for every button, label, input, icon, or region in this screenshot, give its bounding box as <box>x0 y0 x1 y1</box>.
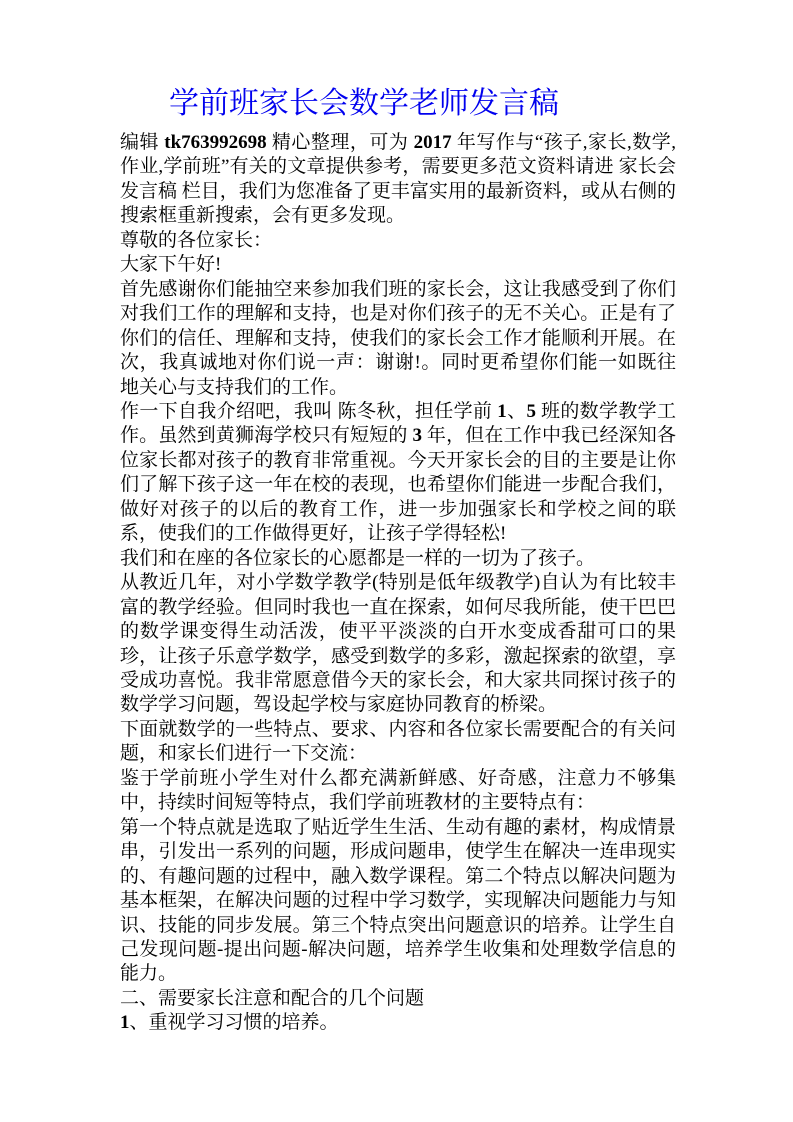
paragraph <box>120 987 676 1011</box>
page-title: 学前班家长会数学老师发言稿 <box>169 87 559 120</box>
bold-text-run: 5 <box>526 400 536 422</box>
text-run: 鉴于学前班小学生对什么都充满新鲜感、好奇感，注意力不够集中，持续时间短等特点，我们学前班教材的主要特点有： <box>120 767 676 814</box>
text-run: 、 <box>506 400 527 422</box>
text-run: 、重视学习习惯的培养。 <box>129 1012 339 1034</box>
bold-text-run: 3 <box>412 425 422 447</box>
document-content <box>120 0 676 1036</box>
bold-text-run: 1 <box>120 1012 130 1034</box>
paragraph <box>120 547 676 571</box>
paragraph <box>120 278 676 400</box>
paragraph <box>120 131 676 229</box>
text-run: 作一下自我介绍吧，我叫 陈冬秋，担任学前 <box>120 400 498 422</box>
document-body <box>120 131 676 1036</box>
text-run: 大家下午好! <box>120 254 222 276</box>
text-run: 二、需要家长注意和配合的几个问题 <box>120 987 425 1009</box>
text-run: 年写作与“孩子,家长,数学,作业,学前班”有关的文章提供参考，需要更多范文资料请进 家长会发言稿 栏目，我们为您准备了更丰富实用的最新资料，或从右侧的搜索框重新搜索，会有更多发现。 <box>120 132 676 227</box>
text-run: 年，但在工作中我已经深知各位家长都对孩子的教育非常重视。今天开家长会的目的主要是让你们了解下孩子这一年在校的表现，也希望你们能进一步配合我们，做好对孩子的以后的教育工作，进一步加强家长和学校之间的联系，使我们的工作做得更好，让孩子学得轻松! <box>120 425 676 545</box>
text-run: 编辑 <box>120 132 165 153</box>
text-run: 精心整理，可为 <box>266 132 414 153</box>
paragraph <box>120 571 676 718</box>
paragraph <box>120 816 676 987</box>
paragraph <box>120 400 676 547</box>
text-run: 首先感谢你们能抽空来参加我们班的家长会，这让我感受到了你们对我们工作的理解和支持，也是对你们孩子的无不关心。正是有了你们的信任、理解和支持，使我们的家长会工作才能顺利开展。在次，我真诚地对你们说一声：谢谢!。同时更希望你们能一如既往地关心与支持我们的工作。 <box>120 278 676 398</box>
text-run: 第一个特点就是选取了贴近学生生活、生动有趣的素材，构成情景串，引发出一系列的问题，形成问题串，使学生在解决一连串现实的、有趣问题的过程中，融入数学课程。第二个特点以解决问题为基本框架，在解决问题的过程中学习数学，实现解决问题能力与知识、技能的同步发展。第三个特点突出问题意识的培养。让学生自己发现问题-提出问题-解决问题，培养学生收集和处理数学信息的能力。 <box>120 816 676 985</box>
bold-text-run: tk763992698 <box>164 132 267 153</box>
paragraph <box>120 1011 676 1035</box>
paragraph <box>120 229 676 253</box>
text-run: 尊敬的各位家长： <box>120 229 273 251</box>
paragraph <box>120 718 676 767</box>
bold-text-run: 1 <box>497 400 507 422</box>
text-run: 下面就数学的一些特点、要求、内容和各位家长需要配合的有关问题，和家长们进行一下交流： <box>120 718 676 765</box>
text-run: 班的数学教学工作。虽然到黄狮海学校只有短短的 <box>120 400 676 447</box>
text-run: 我们和在座的各位家长的心愿都是一样的一切为了孩子。 <box>120 547 596 569</box>
paragraph <box>120 253 676 277</box>
paragraph <box>120 767 676 816</box>
bold-text-run: 2017 <box>413 132 452 153</box>
text-run: 从教近几年，对小学数学教学(特别是低年级教学)自认为有比较丰富的教学经验。但同时我也一直在探索，如何尽我所能，使干巴巴的数学课变得生动活泼，使平平淡淡的白开水变成香甜可口的果珍，让孩子乐意学数学，感受到数学的多彩，激起探索的欲望，享受成功喜悦。我非常愿意借今天的家长会，和大家共同探讨孩子的数学学习问题，驾设起学校与家庭协同教育的桥梁。 <box>120 572 676 716</box>
